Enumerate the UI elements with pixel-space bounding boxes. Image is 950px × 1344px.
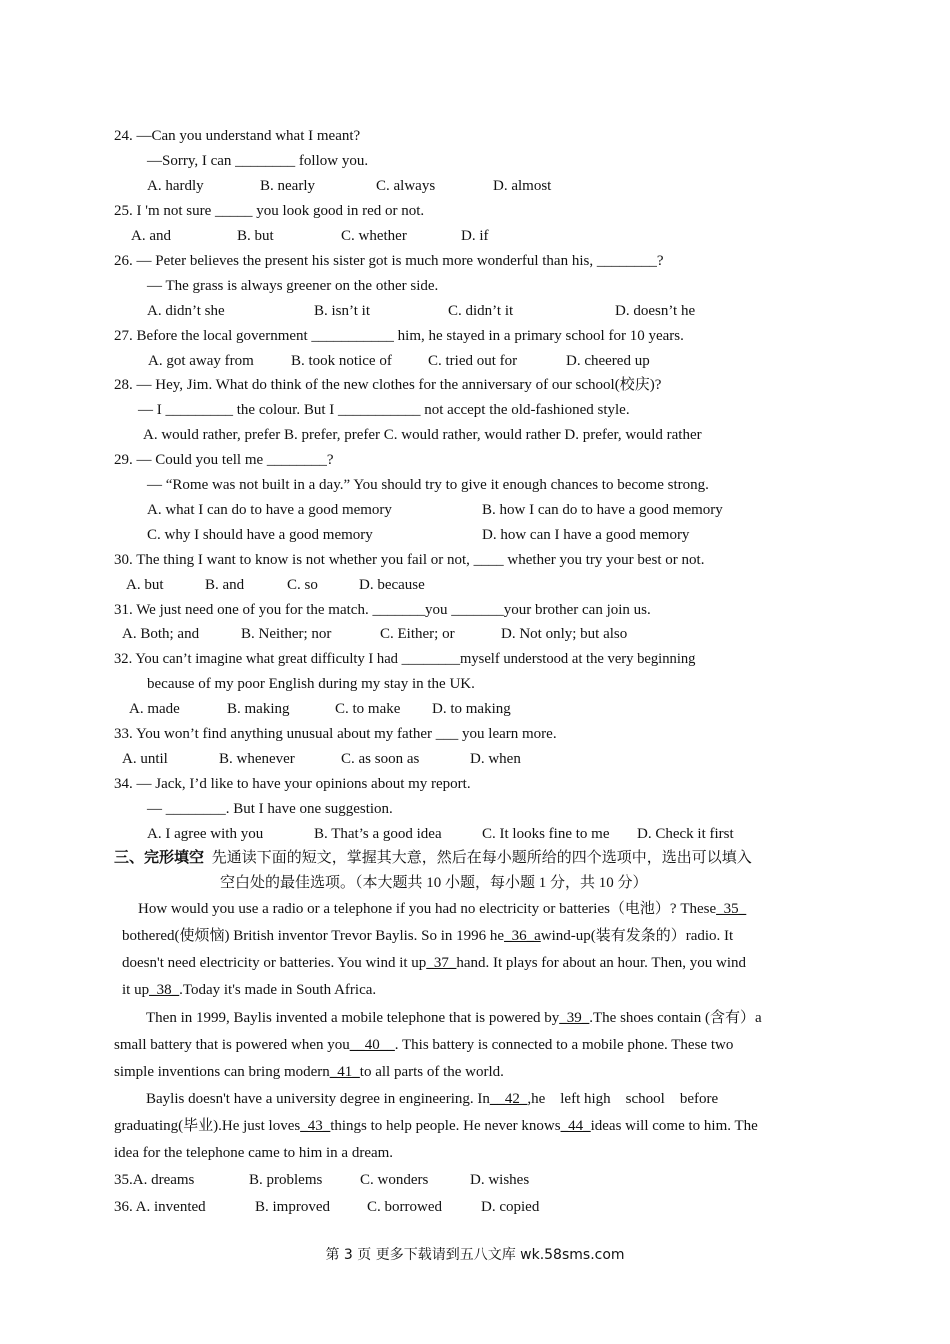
passage-line xyxy=(114,1035,733,1055)
option: D. cheered up xyxy=(566,353,650,369)
q26-reply: — The grass is always greener on the other side. xyxy=(147,278,439,294)
q26-stem: 26. — Peter believes the present his sister got is much more wonderful than his, ________? xyxy=(114,253,664,269)
q32-stem-cont: because of my poor English during my stay in the UK. xyxy=(147,676,475,692)
passage-text: . This battery is connected to a mobile phone. These two xyxy=(394,1037,734,1053)
option: A. didn’t she xyxy=(147,303,225,319)
option: C. to make xyxy=(335,701,401,717)
passage-text: How would you use a radio or a telephone if you had no electricity or batteries（电池）? These xyxy=(138,901,717,917)
option: C. whether xyxy=(341,228,407,244)
option: C. Either; or xyxy=(380,626,455,642)
passage-line xyxy=(122,953,746,973)
passage-line xyxy=(138,899,746,919)
blank-42: __42_ xyxy=(489,1091,528,1107)
option: B. Neither; nor xyxy=(241,626,332,642)
passage-line xyxy=(114,1116,758,1136)
passage-text: Then in 1999, Baylis invented a mobile telephone that is powered by xyxy=(146,1010,560,1026)
section-3-header xyxy=(114,848,752,868)
option: A. I agree with you xyxy=(147,826,264,842)
option: A. made xyxy=(129,701,180,717)
q34-reply: — ________. But I have one suggestion. xyxy=(147,801,393,817)
option: 35.A. dreams xyxy=(114,1172,195,1188)
q24-reply: —Sorry, I can ________ follow you. xyxy=(147,153,369,169)
option: B. took notice of xyxy=(291,353,392,369)
option: A. Both; and xyxy=(122,626,200,642)
option: D. when xyxy=(470,751,521,767)
passage-text: Baylis doesn't have a university degree in engineering. In xyxy=(146,1091,490,1107)
option: B. problems xyxy=(249,1172,323,1188)
q25-stem: 25. I 'm not sure _____ you look good in red or not. xyxy=(114,203,425,219)
option: C. tried out for xyxy=(428,353,518,369)
option: C. so xyxy=(287,577,318,593)
option: C. as soon as xyxy=(341,751,420,767)
q27-stem: 27. Before the local government ___________ him, he stayed in a primary school for 10 years. xyxy=(114,328,684,344)
option: D. wishes xyxy=(470,1172,530,1188)
passage-text: to all parts of the world. xyxy=(359,1064,504,1080)
option: B. but xyxy=(237,228,274,244)
passage-text: graduating(毕业).He just loves xyxy=(114,1118,301,1134)
q34-stem: 34. — Jack, I’d like to have your opinions about my report. xyxy=(114,776,471,792)
section-3-title: 三、完形填空 xyxy=(114,850,205,866)
option: D. copied xyxy=(481,1199,540,1215)
option: B. isn’t it xyxy=(314,303,370,319)
passage-text: bothered(使烦恼) British inventor Trevor Baylis. So in 1996 he xyxy=(122,928,505,944)
passage-line: idea for the telephone came to him in a dream. xyxy=(114,1145,394,1161)
passage-text: wind-up(装有发条的）radio. It xyxy=(540,928,734,944)
passage-text: it up xyxy=(122,982,150,998)
passage-text: simple inventions can bring modern xyxy=(114,1064,330,1080)
option: A. until xyxy=(122,751,168,767)
blank-40: __40__ xyxy=(349,1037,395,1053)
q32-stem: 32. You can’t imagine what great difficulty I had ________myself understood at the very beginning xyxy=(114,651,696,667)
page-footer: 第 3 页 更多下载请到五八文库 wk.58sms.com xyxy=(325,1247,625,1263)
passage-text: ,he left high school before xyxy=(527,1091,719,1107)
option: D. to making xyxy=(432,701,511,717)
option: B. That’s a good idea xyxy=(314,826,442,842)
option: D. almost xyxy=(493,178,552,194)
blank-39: _39_ xyxy=(559,1010,590,1026)
q30-stem: 30. The thing I want to know is not whether you fail or not, ____ whether you try your best or not. xyxy=(114,552,705,568)
q24-stem: 24. —Can you understand what I meant? xyxy=(114,128,361,144)
option: B. improved xyxy=(255,1199,330,1215)
passage-text: .The shoes contain (含有）a xyxy=(589,1010,762,1026)
option: D. if xyxy=(461,228,489,244)
passage-line xyxy=(122,980,376,1000)
passage-text: hand. It plays for about an hour. Then, you wind xyxy=(456,955,746,971)
option: C. why I should have a good memory xyxy=(147,527,373,543)
passage-text: small battery that is powered when you xyxy=(114,1037,350,1053)
option: C. always xyxy=(376,178,436,194)
option: A. got away from xyxy=(148,353,254,369)
option: C. borrowed xyxy=(367,1199,442,1215)
q28-stem: 28. — Hey, Jim. What do think of the new clothes for the anniversary of our school(校庆)? xyxy=(114,377,662,393)
passage-text: doesn't need electricity or batteries. You wind it up xyxy=(122,955,427,971)
passage-text: ideas will come to him. The xyxy=(590,1118,758,1134)
passage-line xyxy=(122,926,733,946)
option: B. how I can do to have a good memory xyxy=(482,502,723,518)
blank-41: _41_ xyxy=(329,1064,360,1080)
option: D. because xyxy=(359,577,425,593)
q29-stem: 29. — Could you tell me ________? xyxy=(114,452,334,468)
q31-stem: 31. We just need one of you for the match. _______you _______your brother can join us. xyxy=(114,602,651,618)
blank-43: _43_ xyxy=(300,1118,331,1134)
option: 36. A. invented xyxy=(114,1199,206,1215)
option: B. whenever xyxy=(219,751,295,767)
blank-36: _36_a xyxy=(504,928,541,944)
option: C. wonders xyxy=(360,1172,429,1188)
blank-38: _38_ xyxy=(149,982,180,998)
q29-reply: — “Rome was not built in a day.” You should try to give it enough chances to become strong. xyxy=(147,477,709,493)
option: A. what I can do to have a good memory xyxy=(147,502,392,518)
passage-line xyxy=(114,1062,504,1082)
blank-44: _44_ xyxy=(560,1118,591,1134)
option: A. hardly xyxy=(147,178,204,194)
option: D. how can I have a good memory xyxy=(482,527,690,543)
q28-options: A. would rather, prefer B. prefer, prefer C. would rather, would rather D. prefer, would rather xyxy=(143,427,702,443)
passage-text: things to help people. He never knows xyxy=(330,1118,561,1134)
option: D. doesn’t he xyxy=(615,303,696,319)
option: B. nearly xyxy=(260,178,315,194)
option: D. Not only; but also xyxy=(501,626,628,642)
option: B. and xyxy=(205,577,245,593)
blank-37: _37_ xyxy=(426,955,457,971)
option: C. didn’t it xyxy=(448,303,514,319)
passage-line xyxy=(146,1089,718,1109)
passage-text: .Today it's made in South Africa. xyxy=(179,982,377,998)
option: A. but xyxy=(126,577,164,593)
blank-35: _35_ xyxy=(716,901,747,917)
q33-stem: 33. You won’t find anything unusual about my father ___ you learn more. xyxy=(114,726,557,742)
q28-reply: — I _________ the colour. But I ___________ not accept the old-fashioned style. xyxy=(138,402,630,418)
section-3-instruction-cont: 空白处的最佳选项。（本大题共 10 小题，每小题 1 分，共 10 分） xyxy=(220,875,648,891)
section-3-instruction: 先通读下面的短文，掌握其大意，然后在每小题所给的四个选项中，选出可以填入 xyxy=(211,850,752,866)
option: B. making xyxy=(227,701,290,717)
option: C. It looks fine to me xyxy=(482,826,610,842)
option: A. and xyxy=(131,228,171,244)
option: D. Check it first xyxy=(637,826,734,842)
passage-line xyxy=(146,1008,762,1028)
